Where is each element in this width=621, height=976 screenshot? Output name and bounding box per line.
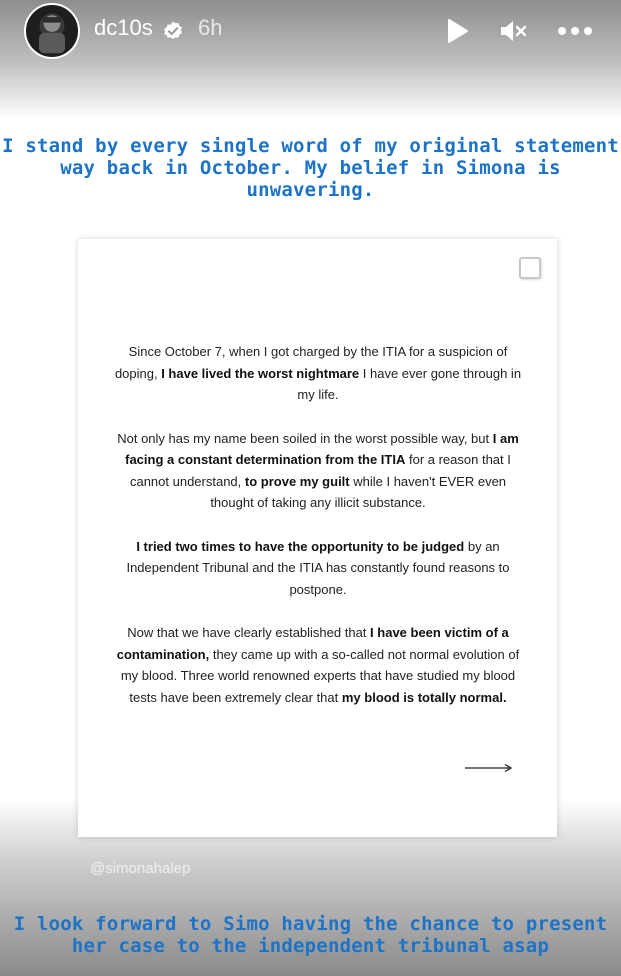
p1-text-1: Since October 7, when I got charged by the ITIA for a suspicion of doping, xyxy=(114,344,508,381)
post-time: 6h xyxy=(198,15,223,40)
caption-bottom-line-1: I look forward to Simo having the chance to present xyxy=(13,913,608,935)
p3-text-1: by an Independent Tribunal and the ITIA has constantly found reasons to postpone. xyxy=(126,538,510,597)
statement-text xyxy=(108,341,528,730)
right-arrow-icon[interactable] xyxy=(465,763,513,773)
p1-bold-1: I have lived the worst nightmare xyxy=(161,365,360,381)
source-account-watermark[interactable]: @simonahalep xyxy=(90,860,191,877)
p2-bold-1: I am facing a constant determination from the ITIA xyxy=(125,430,519,467)
username[interactable]: dc10s xyxy=(94,15,153,40)
p2-bold-2: to prove my guilt xyxy=(244,473,350,489)
checkbox-icon xyxy=(519,257,541,279)
story-caption-bottom xyxy=(0,913,621,957)
p3-bold-1: I tried two times to have the opportunity to be judged xyxy=(136,538,465,554)
avatar-image xyxy=(26,5,78,57)
statement-paragraph-4 xyxy=(108,622,528,708)
muted-speaker-icon[interactable] xyxy=(498,16,528,46)
statement-paragraph-1 xyxy=(108,341,528,406)
verified-badge-icon xyxy=(162,20,184,42)
story-header xyxy=(0,0,621,64)
p2-text-3: while I haven't EVER even thought of taking any illicit substance. xyxy=(210,473,507,510)
p2-text-2: for a reason that I cannot understand, xyxy=(129,452,511,489)
statement-paragraph-2 xyxy=(108,428,528,514)
play-icon[interactable] xyxy=(442,16,472,46)
profile-avatar[interactable] xyxy=(24,3,80,59)
statement-paragraph-3 xyxy=(108,536,528,601)
p4-bold-2: my blood is totally normal. xyxy=(341,689,507,705)
caption-bottom-line-2: her case to the independent tribunal asap xyxy=(71,935,550,957)
caption-top-line-1: I stand by every single word of my original statement xyxy=(2,135,619,157)
p1-text-2: I have ever gone through in my life. xyxy=(297,365,522,402)
p4-text-2: they came up with a so-called not normal evolution of my blood. Three world renowned experts that have studied my blood tests have been extremely clear that xyxy=(120,646,520,705)
p4-text-1: Now that we have clearly established that xyxy=(127,625,371,640)
story-caption-top xyxy=(0,135,621,201)
p4-bold-1: I have been victim of a contamination, xyxy=(116,625,509,662)
p2-text-1: Not only has my name been soiled in the worst possible way, but xyxy=(117,430,493,446)
more-options-icon[interactable] xyxy=(555,16,595,46)
caption-top-line-2: way back in October. My belief in Simona is unwavering. xyxy=(60,157,561,201)
shared-statement-card[interactable] xyxy=(78,239,557,837)
